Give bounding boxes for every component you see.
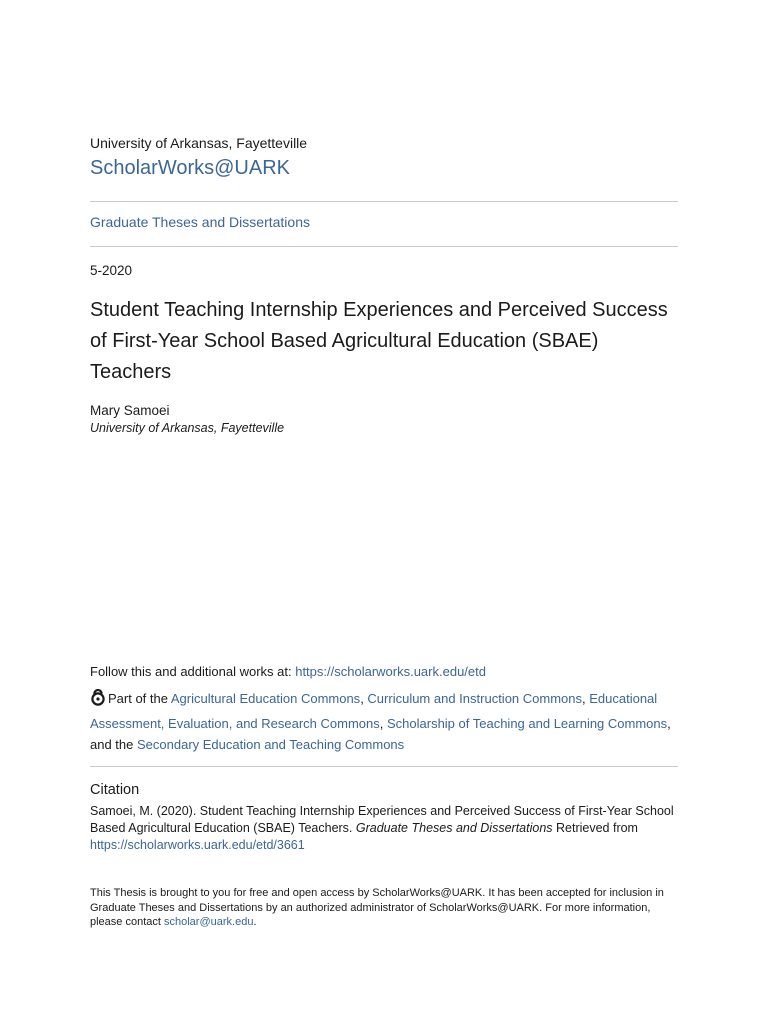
commons-link-scholarship-teaching-learning[interactable]: Scholarship of Teaching and Learning Commons xyxy=(386,715,668,731)
author-name: Mary Samoei xyxy=(90,403,170,418)
follow-prefix: Follow this and additional works at: xyxy=(90,664,296,679)
divider-bottom xyxy=(90,766,678,767)
university-name: University of Arkansas, Fayetteville xyxy=(90,135,308,151)
follow-link[interactable]: https://scholarworks.uark.edu/etd xyxy=(295,664,486,679)
citation-url-link[interactable]: https://scholarworks.uark.edu/etd/3661 xyxy=(90,838,305,852)
citation-retrieved: Retrieved from xyxy=(552,821,638,835)
commons-link-agricultural-education[interactable]: Agricultural Education Commons xyxy=(170,691,361,706)
publication-date: 5-2020 xyxy=(90,263,133,278)
divider-top xyxy=(90,201,678,202)
commons-link-educational-assessment[interactable]: Educational Assessment, Evaluation, and Research Commons xyxy=(90,691,658,731)
contact-email-link[interactable]: scholar@uark.edu xyxy=(164,916,254,928)
citation-text: Samoei, M. (2020). Student Teaching Internship Experiences and Perceived Success of First-Year School Based Agricultural Education (SBAE) Teachers. xyxy=(90,804,674,835)
citation-heading: Citation xyxy=(90,782,140,798)
footer-text: This Thesis is brought to you for free and open access by ScholarWorks@UARK. It has been accepted for inclusion in Graduate Theses and Dissertations by an authorized administrator of ScholarWorks@UARK. For more information, please contact xyxy=(90,887,664,928)
follow-line xyxy=(90,664,486,679)
citation-body xyxy=(90,803,678,854)
author-affiliation: University of Arkansas, Fayetteville xyxy=(90,421,285,435)
commons-separator: , xyxy=(582,691,590,706)
collection-link[interactable]: Graduate Theses and Dissertations xyxy=(90,214,310,230)
footer-end: . xyxy=(253,916,257,928)
open-access-icon xyxy=(90,689,106,713)
site-name-link[interactable]: ScholarWorks@UARK xyxy=(90,157,290,179)
footer-notice xyxy=(90,886,678,930)
commons-separator: , xyxy=(379,715,387,731)
divider-middle xyxy=(90,246,678,247)
commons-and-the: , and the xyxy=(90,715,671,752)
part-of-line xyxy=(90,688,678,756)
part-of-prefix: Part of the xyxy=(108,691,171,706)
document-title: Student Teaching Internship Experiences and Perceived Success of First-Year School Based Agricultural Education (SBAE) Teachers xyxy=(90,299,668,383)
commons-separator: , xyxy=(360,691,368,706)
commons-link-secondary-education[interactable]: Secondary Education and Teaching Commons xyxy=(137,737,405,752)
citation-series: Graduate Theses and Dissertations xyxy=(355,821,553,835)
commons-link-curriculum-instruction[interactable]: Curriculum and Instruction Commons xyxy=(367,691,582,706)
